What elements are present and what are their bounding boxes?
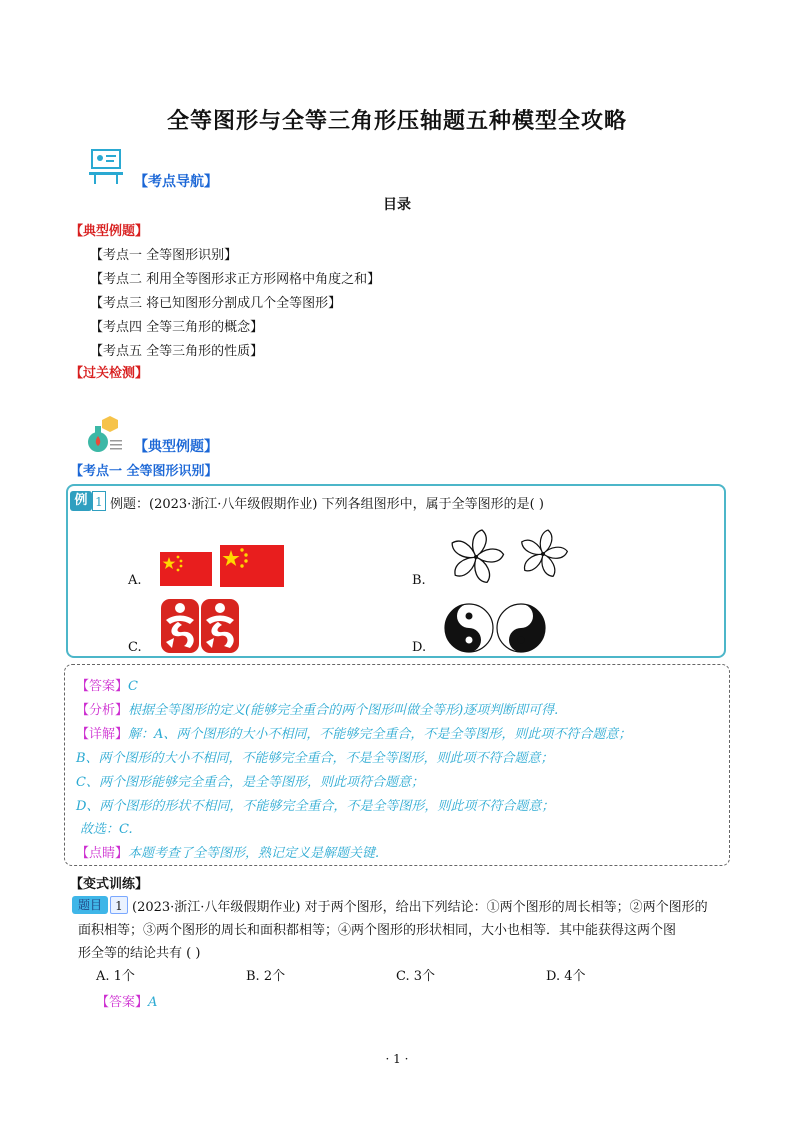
flag-small-image (160, 552, 212, 586)
page-number: · 1 · (385, 1052, 409, 1066)
question-text: 形全等的结论共有 ( ) (78, 946, 201, 961)
solution-line: B、两个图形的大小不相同，不能够完全重合，不是全等图形，则此项不符合题意； (76, 751, 554, 766)
flask-icon (84, 414, 126, 456)
question-number: 1 (110, 896, 128, 914)
option-d-label: D. (412, 640, 427, 655)
question-badge: 题目 (72, 896, 108, 914)
example-question: 例题：(2023·浙江·八年级假期作业) 下列各组图形中，属于全等图形的是( ) (110, 497, 544, 512)
option-b-label: B. (412, 573, 426, 588)
option-b: B. 2个 (246, 969, 286, 984)
toc-item[interactable]: 【考点一 全等图形识别】 (90, 248, 238, 263)
toc-item[interactable]: 【考点四 全等三角形的概念】 (90, 320, 264, 335)
comment-line: 【点睛】本题考查了全等图形，熟记定义是解题关键. (76, 846, 380, 861)
option-c-label: C. (128, 640, 142, 655)
flag-large-image (220, 545, 284, 587)
toc-item[interactable]: 【考点三 将已知图形分割成几个全等图形】 (90, 296, 342, 311)
example-number: 1 (92, 491, 106, 511)
bauhinia-small-image (514, 528, 572, 580)
yin-yang-image (444, 603, 494, 653)
choice-line: 故选：C. (80, 822, 133, 837)
olympic-emblem-image (200, 598, 240, 654)
analysis-line: 【分析】根据全等图形的定义(能够完全重合的两个图形叫做全等形)逐项判断即可得. (76, 703, 559, 718)
solution-line: 【详解】解：A、两个图形的大小不相同，不能够完全重合，不是全等图形，则此项不符合题意； (76, 727, 632, 742)
option-a: A. 1个 (96, 969, 135, 984)
olympic-emblem-image (160, 598, 200, 654)
yin-yang-image (496, 603, 546, 653)
kaodian-heading: 【考点一 全等图形识别】 (70, 464, 218, 479)
teacher-board-icon (86, 146, 126, 186)
page-title: 全等图形与全等三角形压轴题五种模型全攻略 (166, 108, 627, 134)
toc-item[interactable]: 【考点五 全等三角形的性质】 (90, 344, 264, 359)
option-d: D. 4个 (546, 969, 586, 984)
option-a-label: A. (128, 573, 142, 588)
nav-label: 【考点导航】 (134, 174, 218, 190)
question-text: (2023·浙江·八年级假期作业) 对于两个图形，给出下列结论：①两个图形的周长相等；②两个图形的 (132, 900, 708, 915)
solution-line: C、两个图形能够完全重合，是全等图形，则此项符合题意； (76, 775, 424, 790)
solution-line: D、两个图形的形状不相同，不能够完全重合，不是全等图形，则此项不符合题意； (76, 799, 555, 814)
toc-section-examples[interactable]: 【典型例题】 (70, 224, 149, 239)
toc-section-check[interactable]: 【过关检测】 (70, 366, 149, 381)
option-c: C. 3个 (396, 969, 436, 984)
toc-item[interactable]: 【考点二 利用全等图形求正方形网格中角度之和】 (90, 272, 381, 287)
answer-line: 【答案】C (76, 679, 138, 694)
variant-training-heading: 【变式训练】 (70, 877, 149, 892)
bauhinia-large-image (440, 528, 512, 586)
example-badge: 例 (70, 491, 92, 511)
question-answer: 【答案】A (96, 995, 158, 1010)
section-label: 【典型例题】 (134, 439, 218, 455)
question-text: 面积相等；③两个图形的周长和面积都相等；④两个图形的形状相同，大小也相等．其中能获得这两个图 (78, 923, 677, 938)
toc-title: 目录 (383, 197, 411, 213)
